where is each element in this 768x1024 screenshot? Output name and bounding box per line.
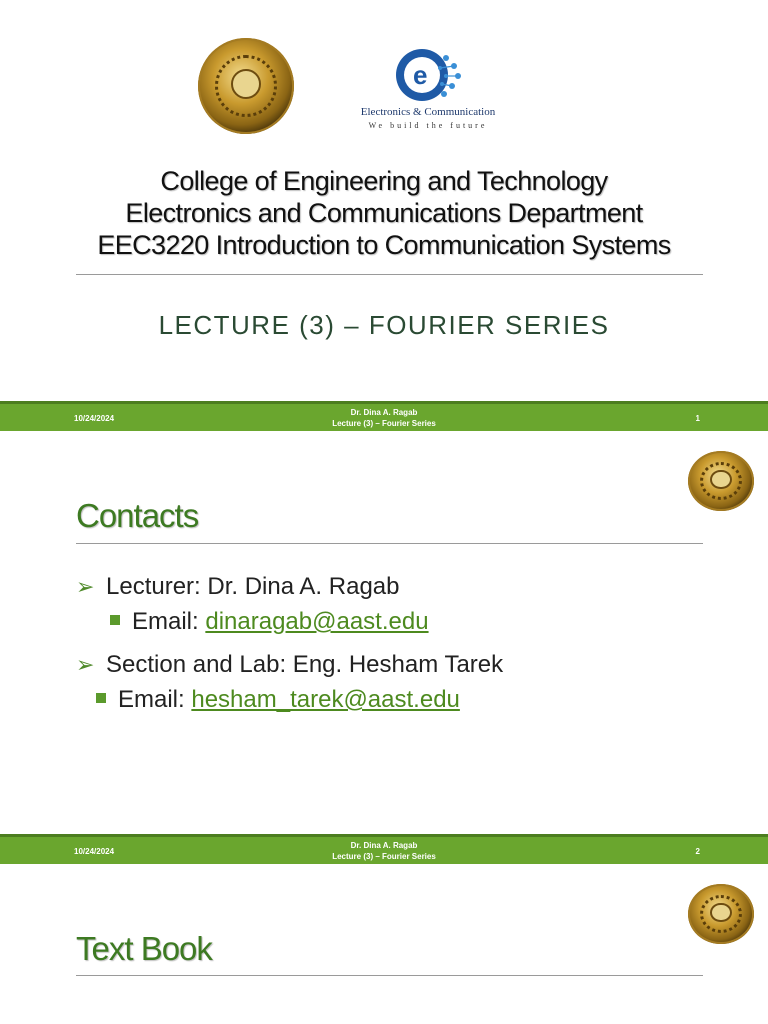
slide-3 [0, 866, 768, 1024]
arrow-bullet-icon: ➢ [76, 574, 95, 599]
ec-logo-icon [394, 46, 464, 104]
lecturer-text: Lecturer: Dr. Dina A. Ragab [106, 573, 400, 600]
footer-subtitle: Lecture (3) – Fourier Series [332, 852, 436, 861]
footer-author: Dr. Dina A. Ragab [350, 841, 418, 850]
title-college: College of Engineering and Technology [160, 166, 608, 196]
slide-heading: Text Book [76, 930, 212, 967]
university-seal-logo-icon [198, 38, 294, 134]
email-label: Email: [118, 686, 192, 713]
lecture-title: LECTURE (3) – FOURIER SERIES [158, 310, 610, 340]
arrow-bullet-icon: ➢ [76, 652, 95, 677]
ec-department-logo [348, 46, 508, 136]
footer-date: 10/24/2024 [74, 847, 115, 856]
ec-logo-name: Electronics & Communication [360, 106, 496, 118]
slide-footer [0, 401, 768, 431]
footer-center [0, 407, 768, 429]
slide-footer [0, 834, 768, 864]
square-bullet-icon [110, 615, 120, 625]
title-department: Electronics and Communications Department [125, 198, 643, 228]
section-text: Section and Lab: Eng. Hesham Tarek [106, 651, 504, 678]
footer-center [0, 840, 768, 862]
footer-date: 10/24/2024 [74, 414, 115, 423]
list-item-section-email [96, 686, 460, 714]
footer-page-number: 1 [695, 414, 700, 423]
university-seal-small-icon [688, 451, 754, 511]
square-bullet-icon [96, 693, 106, 703]
ec-logo-tagline: We build the future [368, 121, 488, 130]
footer-page-number: 2 [695, 847, 700, 856]
university-seal-small-icon [688, 884, 754, 944]
footer-subtitle: Lecture (3) – Fourier Series [332, 419, 436, 428]
list-item-lecturer-email [110, 608, 429, 636]
section-email-link[interactable]: hesham_tarek@aast.edu [191, 686, 460, 713]
slide-heading: Contacts [76, 497, 199, 534]
list-item-section [76, 651, 503, 679]
title-course: EEC3220 Introduction to Communication Systems [97, 230, 671, 260]
list-item-lecturer [76, 573, 399, 601]
slide-2 [0, 433, 768, 866]
svg-text:e: e [413, 60, 428, 90]
email-label: Email: [132, 608, 206, 635]
divider [76, 543, 703, 544]
footer-author: Dr. Dina A. Ragab [350, 408, 418, 417]
slide-1 [0, 0, 768, 433]
lecturer-email-link[interactable]: dinaragab@aast.edu [205, 608, 429, 635]
divider [76, 975, 703, 976]
divider [76, 274, 703, 275]
